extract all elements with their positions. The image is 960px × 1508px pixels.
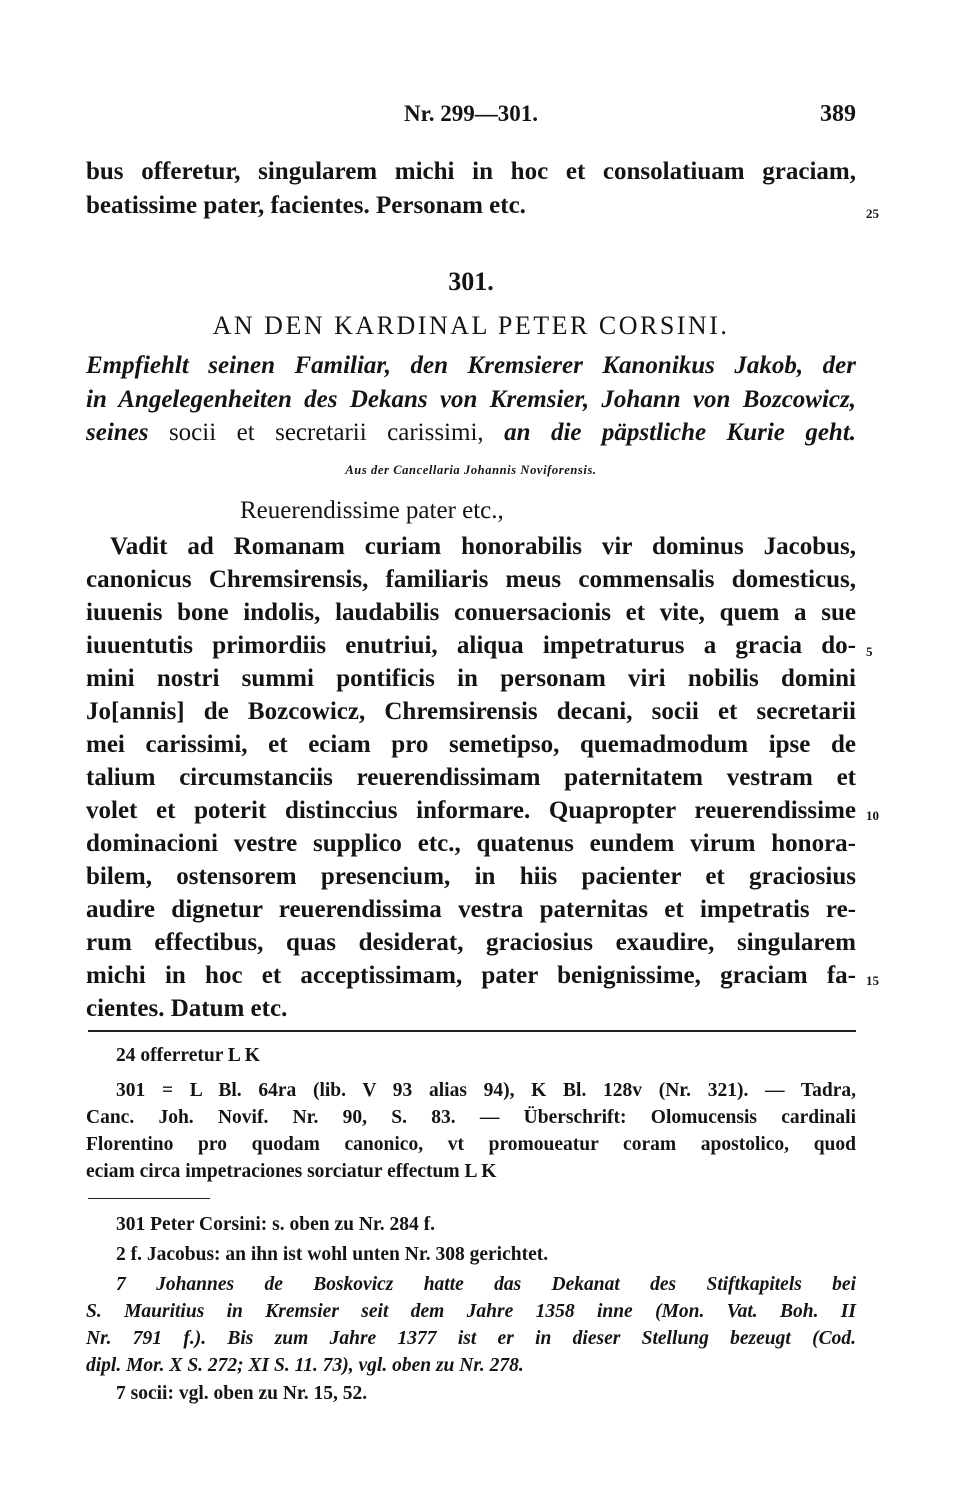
running-header [86, 101, 856, 131]
apparatus-note-301-line-2: Canc. Joh. Novif. Nr. 90, S. 83. — Überschrift: Olomucensis cardinali [86, 1107, 856, 1128]
commentary-line-3: 7 Johannes de Boskovicz hatte das Dekanat des Stiftkapitels bei [116, 1274, 856, 1295]
apparatus-note-301-line-1: 301 = L Bl. 64ra (lib. V 93 alias 94), K Bl. 128v (Nr. 321). — Tadra, [116, 1080, 856, 1101]
commentary-line-1: 301 Peter Corsini: s. oben zu Nr. 284 f. [116, 1214, 436, 1235]
body-line-15: cientes. Datum etc. [86, 995, 288, 1022]
body-line-10: dominacioni vestre supplico etc., quatenus eundem virum honora- [86, 830, 856, 857]
source-line: Aus der Cancellaria Johannis Noviforensis. [345, 463, 597, 477]
book-page [86, 0, 879, 1508]
body-line-1: Vadit ad Romanam curiam honorabilis vir dominus Jacobus, [110, 533, 856, 560]
summary-line-3-a: seines [86, 419, 149, 446]
body-line-5: mini nostri summi pontificis in personam viri nobilis domini [86, 665, 856, 692]
salutation: Reuerendissime pater etc., [240, 497, 504, 524]
body-line-12: audire dignetur reuerendissima vestra paternitas et impetratis re- [86, 896, 856, 923]
body-line-2: canonicus Chremsirensis, familiaris meus commensalis domesticus, [86, 566, 856, 593]
body-line-7: mei carissimi, et eciam pro semetipso, quemadmodum ipse de [86, 731, 856, 758]
commentary-line-5: Nr. 791 f.). Bis zum Jahre 1377 ist er in dieser Stellung bezeugt (Cod. [86, 1328, 856, 1349]
margin-line-number-25: 25 [866, 206, 879, 221]
apparatus-note-24: 24 offerretur L K [116, 1045, 260, 1066]
commentary-line-4: S. Mauritius in Kremsier seit dem Jahre 1358 inne (Mon. Vat. Boh. II [86, 1301, 856, 1322]
body-line-3: iuuenis bone indolis, laudabilis conuersacionis et vite, quem a sue [86, 599, 856, 626]
commentary-line-6: dipl. Mor. X S. 272; XI S. 11. 73), vgl. oben zu Nr. 278. [86, 1355, 524, 1376]
margin-line-number-15: 15 [866, 973, 879, 988]
body-line-6: Jo[annis] de Bozcowicz, Chremsirensis decani, socii et secretarii [86, 698, 856, 725]
apparatus-divider [88, 1030, 856, 1032]
body-line-11: bilem, ostensorem presencium, in hiis pacienter et graciosius [86, 863, 856, 890]
commentary-line-2: 2 f. Jacobus: an ihn ist wohl unten Nr. 308 gerichtet. [116, 1244, 549, 1265]
body-line-14: michi in hoc et acceptissimam, pater benignissime, graciam fa- [86, 962, 856, 989]
carryover-line-1: bus offeretur, singularem michi in hoc et consolatiuam graciam, [86, 158, 856, 185]
summary-line-3-b: socii et secretarii carissimi, [168, 419, 484, 446]
body-line-13: rum effectibus, quas desiderat, graciosius exaudire, singularem [86, 929, 856, 956]
document-title: AN DEN KARDINAL PETER CORSINI. [212, 311, 730, 340]
commentary-line-7: 7 socii: vgl. oben zu Nr. 15, 52. [116, 1383, 368, 1404]
summary-line-3 [86, 417, 856, 449]
apparatus-note-301-line-4: eciam circa impetraciones sorciatur effectum L K [86, 1161, 497, 1182]
carryover-line-2: beatissime pater, facientes. Personam etc. [86, 192, 526, 219]
summary-line-1: Empfiehlt seinen Familiar, den Kremsierer Kanonikus Jakob, der [86, 352, 856, 379]
apparatus-note-301-line-3: Florentino pro quodam canonico, vt promoueatur coram apostolico, quod [86, 1134, 856, 1155]
margin-line-number-10: 10 [866, 808, 879, 823]
summary-line-2: in Angelegenheiten des Dekans von Kremsier, Johann von Bozcowicz, [86, 386, 856, 413]
document-number: 301. [448, 267, 494, 296]
commentary-divider [88, 1198, 210, 1199]
page-number: 389 [820, 101, 856, 127]
summary-line-3-c: an die päpstliche Kurie geht. [504, 419, 857, 446]
body-line-9: volet et poterit distinccius informare. Quapropter reuerendissime [86, 797, 856, 824]
body-line-8: talium circumstanciis reuerendissimam paternitatem vestram et [86, 764, 856, 791]
header-range: Nr. 299—301. [404, 101, 538, 126]
body-line-4: iuuentutis primordiis enutriui, aliqua impetraturus a gracia do- [86, 632, 856, 659]
margin-line-number-5: 5 [866, 644, 873, 659]
